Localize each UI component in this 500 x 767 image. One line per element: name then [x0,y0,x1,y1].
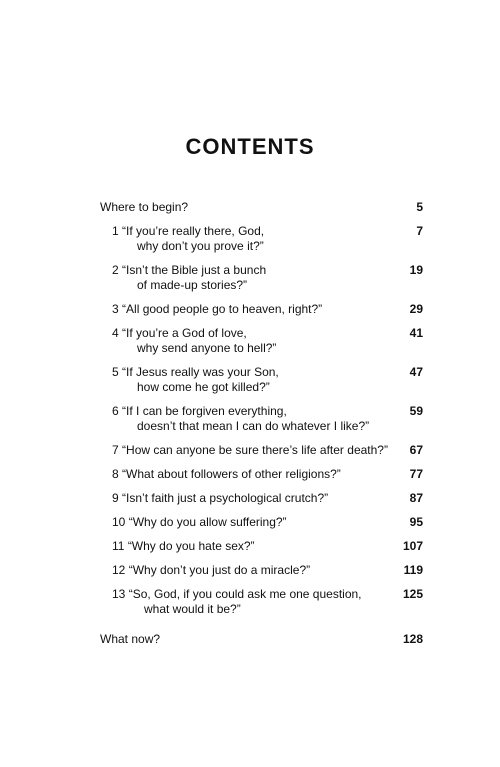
toc-entry-title: “Why do you allow suffering?” [128,515,287,529]
toc-entry-title: “If you’re a God of love, [122,326,247,340]
toc-entry-title: “How can anyone be sure there’s life after death?” [122,443,388,457]
toc-entry-title: “Why don’t you just do a miracle?” [128,563,311,577]
toc-page-number: 19 [409,263,423,277]
table-of-contents [100,200,423,656]
toc-page-number: 128 [402,632,423,646]
toc-page-number: 125 [402,587,423,601]
toc-page-number: 7 [416,224,423,238]
toc-entry-title: “What about followers of other religions?” [122,467,341,481]
toc-chapter-number: 6 [112,404,119,418]
toc-entry-chapter-7[interactable] [100,443,423,458]
toc-entry-title: “If I can be forgiven everything, [122,404,287,418]
toc-chapter-number: 2 [112,263,119,277]
toc-entry-chapter-8[interactable] [100,467,423,482]
toc-entry-chapter-9[interactable] [100,491,423,506]
toc-entry-chapter-10[interactable] [100,515,423,530]
toc-entry-what-now[interactable] [100,632,423,647]
toc-entry-title: “Isn’t the Bible just a bunch [122,263,267,277]
toc-page-number: 119 [403,563,423,577]
toc-entry-chapter-3[interactable] [100,302,423,317]
toc-entry-chapter-1[interactable] [100,224,423,254]
toc-entry-title-continued: doesn’t that mean I can do whatever I like?” [137,419,370,433]
toc-chapter-number: 5 [112,365,119,379]
toc-chapter-number: 8 [112,467,119,481]
toc-page-number: 67 [409,443,423,457]
toc-entry-title: “Why do you hate sex?” [127,539,255,553]
toc-page-number: 47 [409,365,423,379]
toc-chapter-number: 4 [112,326,119,340]
toc-entry-chapter-6[interactable] [100,404,423,434]
page-title: CONTENTS [185,134,315,159]
toc-entry-title-continued: how come he got killed?” [137,380,270,394]
toc-entry-chapter-5[interactable] [100,365,423,395]
toc-chapter-number: 13 [112,587,126,601]
toc-entry-title-continued: why don’t you prove it?” [137,239,264,253]
toc-entry-where-to-begin[interactable] [100,200,423,215]
toc-page-number: 5 [416,200,423,214]
toc-page-number: 29 [409,302,423,316]
toc-entry-title-continued: what would it be?” [144,602,241,616]
toc-entry-chapter-11[interactable] [100,539,423,554]
toc-entry-title: Where to begin? [100,200,189,214]
toc-entry-title: “Isn’t faith just a psychological crutch?” [122,491,329,505]
toc-chapter-number: 9 [112,491,119,505]
toc-page-number: 41 [409,326,423,340]
toc-chapter-number: 7 [112,443,119,457]
toc-entry-chapter-2[interactable] [100,263,423,293]
toc-entry-chapter-13[interactable] [100,587,423,617]
toc-entry-chapter-12[interactable] [100,563,423,578]
toc-page-number: 59 [409,404,423,418]
toc-chapter-number: 11 [112,539,125,553]
toc-chapter-number: 3 [112,302,119,316]
toc-chapter-number: 10 [112,515,126,529]
toc-entry-chapter-4[interactable] [100,326,423,356]
toc-page-number: 77 [409,467,423,481]
toc-entry-title: What now? [100,632,161,646]
toc-chapter-number: 1 [112,224,119,238]
toc-page-number: 107 [402,539,423,553]
toc-page-number: 95 [409,515,423,529]
toc-entry-title: “All good people go to heaven, right?” [122,302,323,316]
toc-entry-title-continued: of made-up stories?” [137,278,248,292]
toc-entry-title: “If you’re really there, God, [122,224,265,238]
toc-entry-title: “If Jesus really was your Son, [122,365,279,379]
toc-entry-title: “So, God, if you could ask me one question, [128,587,362,601]
toc-page-number: 87 [409,491,423,505]
toc-chapter-number: 12 [112,563,126,577]
toc-entry-title-continued: why send anyone to hell?” [137,341,277,355]
